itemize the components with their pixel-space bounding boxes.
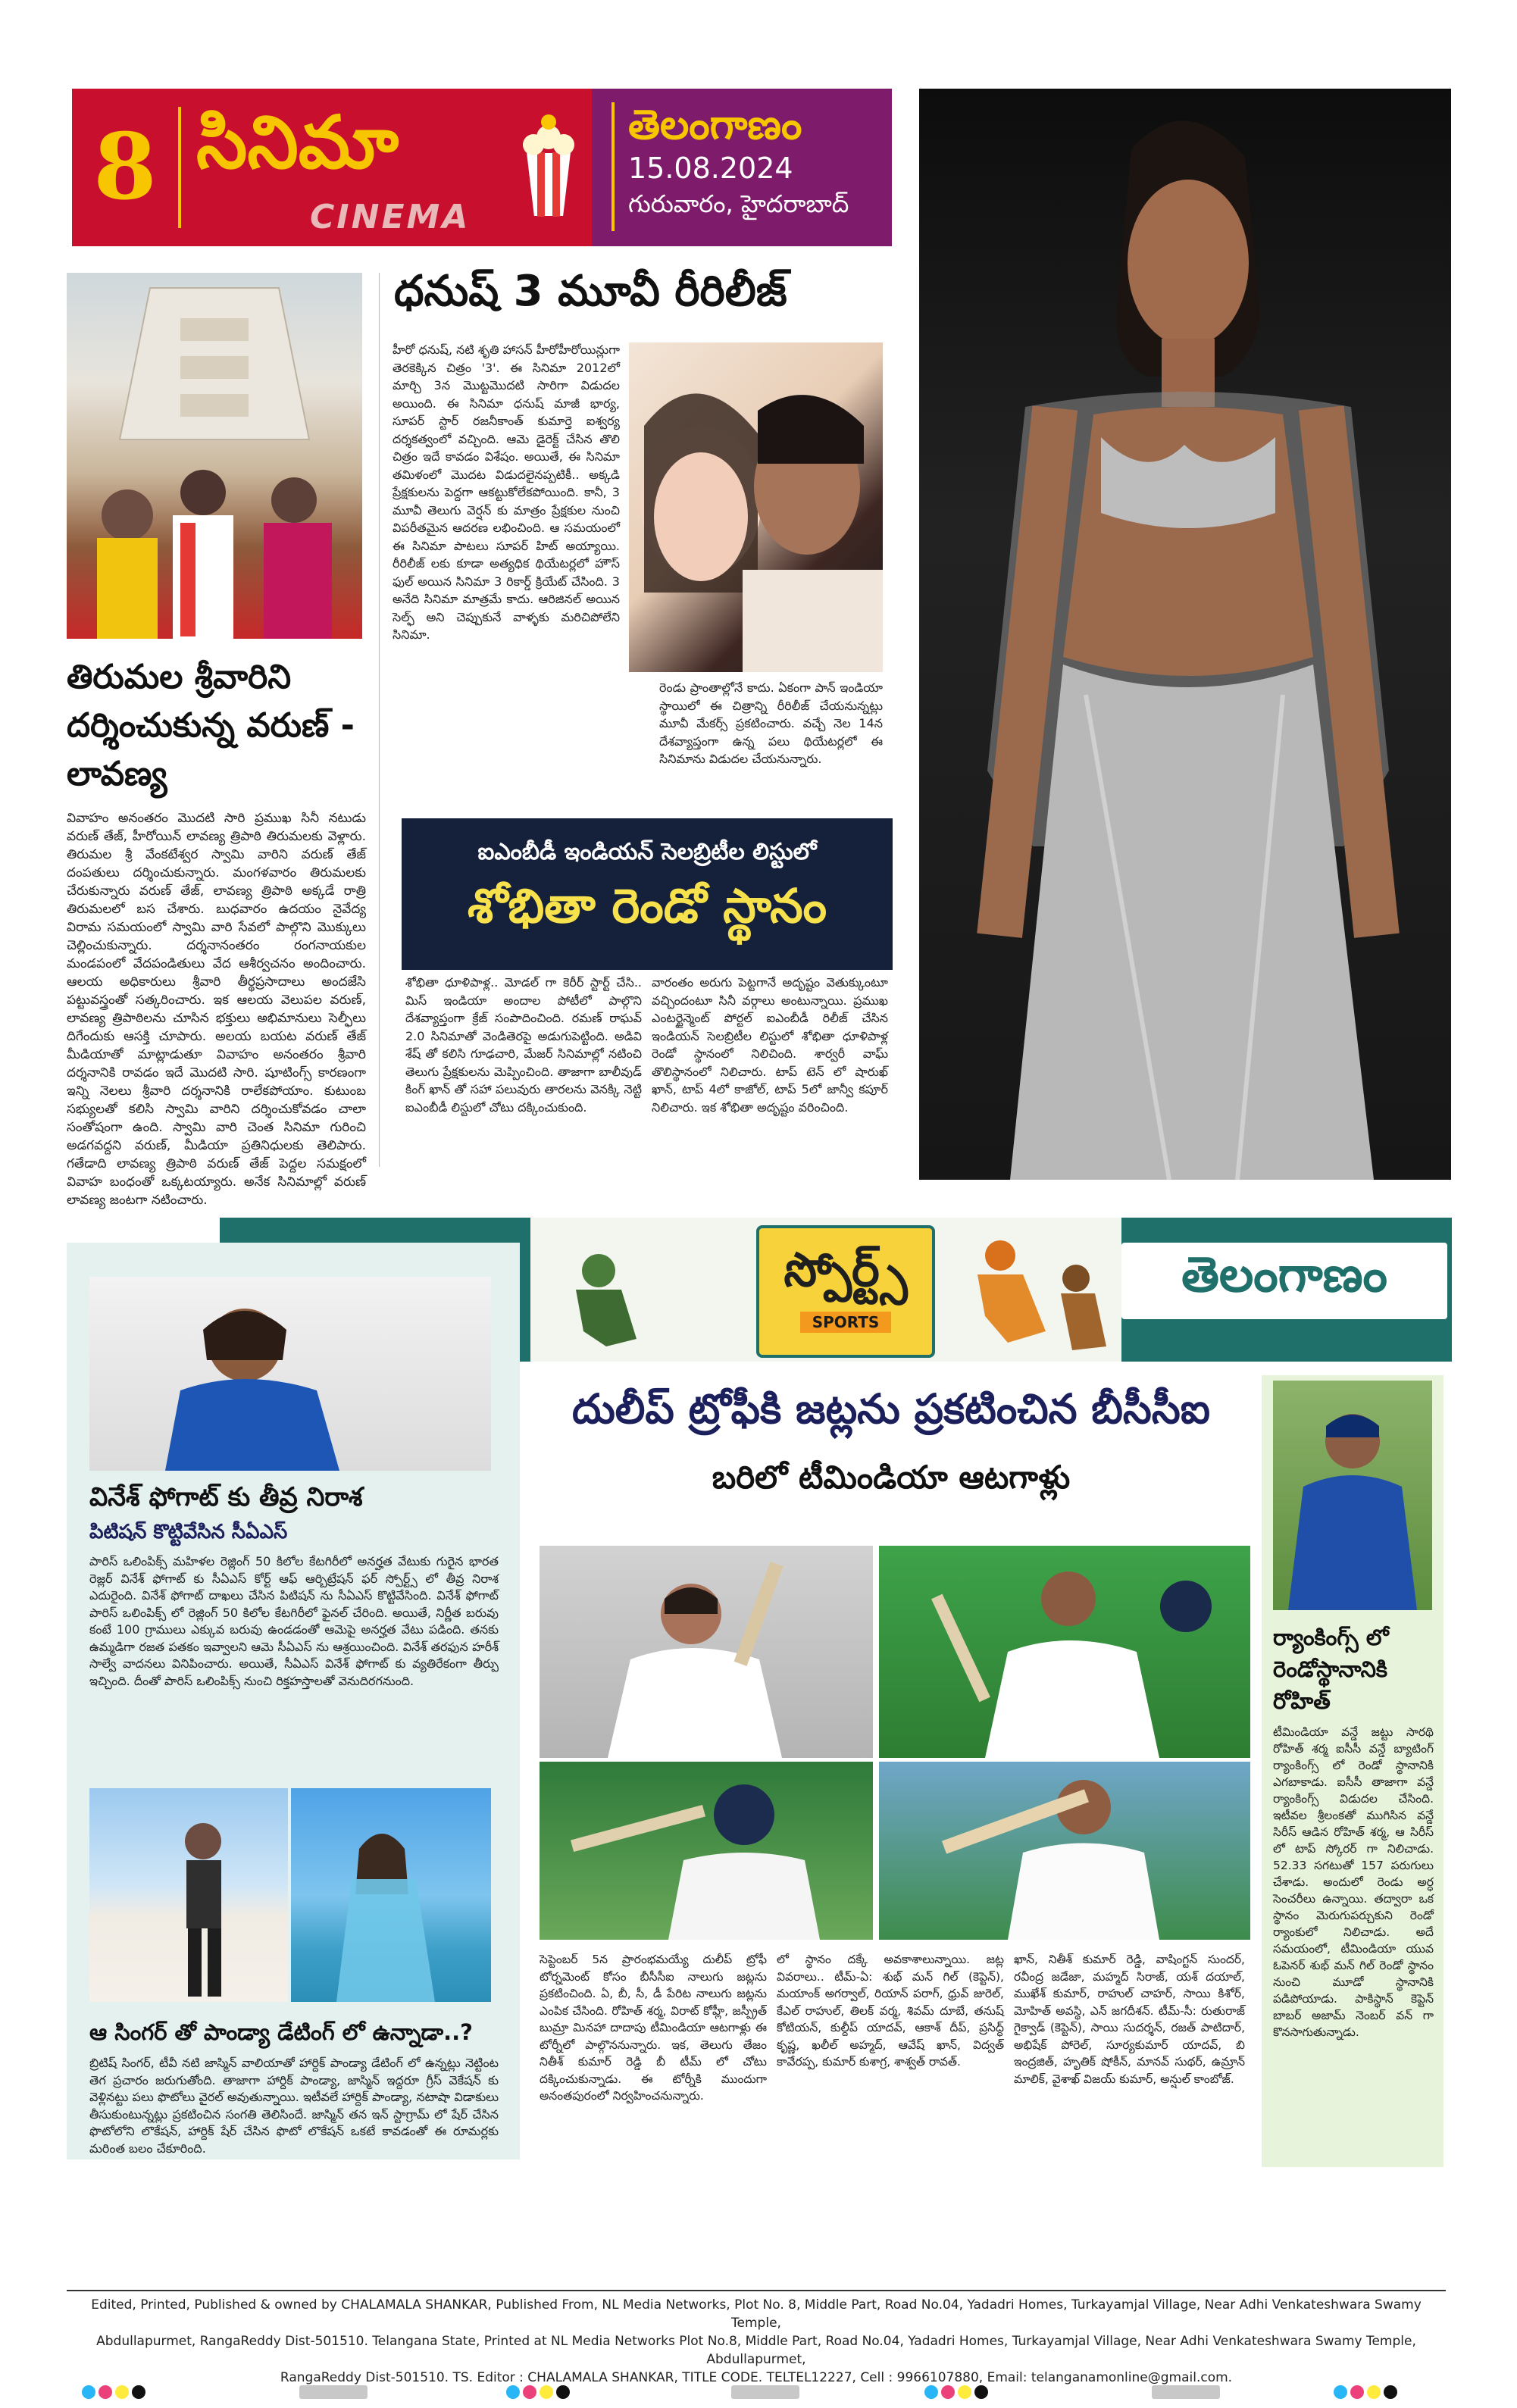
sobhita-banner-line2: శోభితా రెండో స్థానం (467, 878, 827, 933)
vinesh-photo (89, 1277, 491, 1471)
hardik-photo-left (89, 1788, 288, 2002)
easwaran-photo (879, 1762, 1250, 1940)
popcorn-icon (515, 111, 583, 224)
footer-line-2: Abdullapurmet, RangaReddy Dist-501510. Telangana State, Printed at NL Media Networks Plot No.8, Middle Part, Road No.04, Yadadri Homes, Turkayamjal Village, Near Adhi Venkateshwara Swamy Temple, Abdullapurmet, (96, 2334, 1416, 2367)
registration-grey-2 (731, 2385, 799, 2399)
vinesh-headline: వినేశ్ ఫోగాట్ కు తీవ్ర నిరాశ (89, 1482, 363, 1512)
jasmin-photo-right (291, 1788, 491, 2002)
section-subtitle: CINEMA (310, 198, 471, 236)
duleep-body-col1: సెప్టెంబర్ 5న ప్రారంభమయ్యే దులీప్ ట్రోఫీ టోర్నమెంట్ కోసం బీసీసీఐ నాలుగు జట్లను ప్రకటించింది. ఏ, బీ, సీ, డీ పేరిట నాలుగు జట్లను ఎంపిక చేసింది. రోహిత్ శర్మ, విరాట్ కోహ్లీ, జస్ప్రీత్ బుమ్రా మినహా దాదాపు టీమిండియా ఆటగాళ్లు ఈ టోర్నీలో పాల్గొననున్నారు. ఇక, తెలుగు తేజం నితీశ్ కుమార్ రెడ్డి బీ టీమ్ లో చోటు దక్కించుకున్నాడు. ఈ టోర్నీకి ముందుగా అనంతపురంలో నిర్వహించనున్నారు. (540, 1953, 767, 2103)
sobhita-body-left: శోభితా ధూళిపాళ్ల.. మోడల్ గా కెరీర్ స్టార్ట్ చేసి.. మిస్ ఇండియా అందాల పోటీలో పాల్గొని దేశవ్యాప్తంగా క్రేజ్ సంపాదించింది. రమణ్ రాఘవ్ 2.0 సినిమాతో వెండితెరపై అడుగుపెట్టింది. అడివి శేష్ తో కలిసి గూఢచారి, మేజర్ సినిమాల్లో నటించి తెలుగు ప్రేక్షకులను మెప్పించింది. తాజాగా బాలీవుడ్ కింగ్ ఖాన్ తో సహా పలువురు తారలను వెనక్కి నెట్టి ఐఎంబీడీ లిస్టులో చోటు దక్కించుకుంది. (405, 975, 642, 1115)
footer-divider (67, 2290, 1446, 2291)
dhanush-headline: ధనుష్ 3 మూవీ రీరిలీజ్ (394, 267, 787, 316)
column-divider (379, 273, 380, 1167)
issue-date: 15.08.2024 (628, 152, 793, 186)
sports-tag: SPORTS (800, 1312, 892, 1333)
gill-photo (540, 1546, 873, 1758)
footer-line-1: Edited, Printed, Published & owned by CHALAMALA SHANKAR, Published From, NL Media Networks, Plot No. 8, Middle Part, Road No.04, Yadadri Homes, Turkayamjal Village, Near Adhi Venkateshwara Swamy Temple, (91, 2297, 1422, 2331)
footer-line-3: RangaReddy Dist-501510. TS. Editor : CHALAMALA SHANKAR, TITLE CODE. TELTEL12227, Cell : 9966107880, Email: telanganamonline@gmail.com. (280, 2370, 1233, 2385)
sobhita-banner-line1: ఐఎంబీడీ ఇండియన్ సెలబ్రిటీల లిస్టులో (477, 839, 817, 865)
registration-marks-2 (506, 2385, 570, 2400)
shreyas-photo (540, 1762, 873, 1940)
dhanush-shruti-photo (629, 342, 883, 672)
duleep-body-col2: లో స్థానం దక్కే అవకాశాలున్నాయి. జట్ల వివరాలు.. టీమ్-ఏ: శుభ్ మన్ గిల్ (కెప్టెన్), మయాంక్ అగర్వాల్, రియాన్ పరాగ్, ధ్రువ్ జురెల్, కేఎల్ రాహుల్, తిలక్ వర్మ, శివమ్ దూబే, తనుష్ కోటియన్, కుల్దీప్ యాదవ్, ఆకాశ్ దీప్, ప్రసిద్ధ్ కృష్ణ, ఖలీల్ అహ్మద్, ఆవేష్ ఖాన్, విద్వత్ కావేరప్ప, కుమార్ కుశాగ్ర, శాశ్వత్ రావత్. (777, 1953, 1004, 2069)
hardik-body: బ్రిటిష్ సింగర్, టీవీ నటి జాస్మిన్ వాలియాతో హార్దిక్ పాండ్యా డేటింగ్ లో ఉన్నట్లు నెట్టింట తెగ ప్రచారం జరుగుతోంది. తాజాగా హార్దిక్ పాండ్యా, జాస్మిన్ ఇద్దరూ గ్రీస్ వెకేషన్ కు వెళ్లినట్టు పలు ఫొటోలు వైరల్ అవుతున్నాయి. ఇటీవలే హార్దిక్ పాండ్యా, నటాషా విడాకులు తీసుకుంటున్నట్లు ప్రకటించిన సంగతి తెలిసిందే. జాస్మిన్ తన ఇన్ స్టాగ్రామ్ లో షేర్ చేసిన ఫొటోలోని లొకేషన్, హార్దిక్ షేర్ చేసిన ఫొటో లొకేషన్ ఒకటే కావడంతో ఈ రూమర్లకు మరింత బలం చేకూరింది. (89, 2056, 499, 2156)
masthead-logo: తెలంగాణం (628, 101, 802, 149)
dhanush-body-left: హీరో ధనుష్, నటి శృతి హాసన్ హీరోహీరోయిన్లుగా తెరకెక్కిన చిత్రం '3'. ఈ సినిమా 2012లో మార్చి 3న మొట్టమొదటి సారిగా విడుదల అయింది. ఈ సినిమా ధనుష్ మాజీ భార్య, సూపర్ స్టార్ రజనీకాంత్ కుమార్తె ఐశ్వర్య దర్శకత్వంలో వచ్చింది. ఆమె డైరెక్ట్ చేసిన తొలి చిత్రం ఇదే కావడం విశేషం. అయితే, ఈ సినిమా తమిళంలో మొదట విడుదలైనప్పటికీ.. అక్కడి ప్రేక్షకులను పెద్దగా ఆకట్టుకోలేకపోయింది. కానీ, 3 మూవీ తెలుగు వెర్షన్ కు మాత్రం ప్రేక్షకుల నుంచి విపరీతమైన ఆదరణ లభించింది. ఆ సమయంలో ఈ సినిమా పాటలు సూపర్ హిట్ అయ్యాయి. రీరిలీజ్ లకు కూడా అత్యధిక థియేటర్లలో హౌస్ ఫుల్ అయిన సినిమా 3 రికార్డ్ క్రియేట్ చేసింది. 3 అనేది సినిమా మాత్రమే కాదు. ఆరిజినల్ అయిన సెల్ఫ్ అని చెప్పుకునే వాళ్ళకు మరిచిపోలేని సినిమా. (393, 342, 620, 642)
sobhita-banner (402, 818, 893, 970)
vinesh-body: పారిస్ ఒలింపిక్స్ మహిళల రెజ్లింగ్ 50 కిలోల కేటగిరీలో అనర్హత వేటుకు గురైన భారత రెజ్లర్ వినేశ్ ఫోగాట్ కు సీఏఎస్ కోర్ట్ ఆఫ్ ఆర్బిట్రేషన్ ఫర్ స్పోర్ట్స్ లో తీవ్ర నిరాశ ఎదురైంది. వినేశ్ ఫోగాట్ దాఖలు చేసిన పిటిషన్ ను సీఏఎస్ కొట్టివేసింది. వినేశ్ ఫోగాట్ పారిస్ ఒలింపిక్స్ లో రెజ్లింగ్ 50 కిలోల కేటగిరీలో ఫైనల్ చేరింది. అయితే, నిర్ణీత బరువు కంటే 100 గ్రాములు ఎక్కువ బరువు ఉండడంతో ఆమెపై అనర్హత వేటు పడింది. తనకు ఉమ్మడిగా రజత పతకం ఇవ్వాలని ఆమె సీఏఎస్ ను ఆశ్రయించింది. వినేశ్ తరఫున హరీశ్ సాల్వే వాదనలు వినిపించారు. అయితే, సీఏఎస్ వినేశ్ ఫోగాట్ కు వ్యతిరేకంగా తీర్పు ఇచ్చింది. దీంతో పారిస్ ఒలింపిక్స్ నుంచి రిక్తహస్తాలతో వెనుదిరగనుంది. (89, 1554, 499, 1688)
registration-marks-3 (924, 2385, 988, 2400)
sports-title: స్పోర్ట్స్ (784, 1242, 908, 1297)
cinema-header (72, 89, 892, 246)
dhanush-body-right: రెండు ప్రాంతాల్లోనే కాదు. ఏకంగా పాన్ ఇండియా స్థాయిలో ఈ చిత్రాన్ని రీరిలీజ్ చేయనున్నట్లు మూవీ మేకర్స్ ప్రకటించారు. వచ్చే నెల 14న దేశవ్యాప్తంగా ఉన్న పలు థియేటర్లలో ఈ సినిమాను విడుదల చేయనున్నారు. (659, 680, 883, 766)
sports-masthead: తెలంగాణం (1121, 1243, 1447, 1319)
rohit-photo (1273, 1381, 1432, 1610)
registration-grey-1 (299, 2385, 368, 2399)
varun-lavanya-photo (67, 273, 362, 639)
footer-imprint (67, 2296, 1446, 2387)
duleep-headline: దులీప్ ట్రోఫీకి జట్లను ప్రకటించిన బీసీసీఐ (572, 1385, 1210, 1433)
sports-title-box (756, 1225, 935, 1358)
vinesh-subheadline: పిటిషన్ కొట్టివేసిన సీఏఎస్ (89, 1521, 288, 1543)
varun-body: వివాహం అనంతరం మొదటి సారి ప్రముఖ సినీ నటుడు వరుణ్ తేజ్, హీరోయిన్ లావణ్య త్రిపాఠి తిరుమలకు వెళ్లారు. తిరుమల శ్రీ వేంకటేశ్వర స్వామి వారిని వరుణ్ తేజ్ దంపతులు దర్శించుకున్నారు. మంగళవారం తిరుమలకు చేరుకున్నారు వరుణ్ తేజ్, లావణ్య త్రిపాఠి అక్కడే రాత్రి తిరుమలలో బస చేశారు. బుధవారం ఉదయం నైవేద్య విరామ సమయంలో స్వామి వారి సేవలో పాల్గొని మొక్కులు చెల్లించుకున్నారు. దర్శనానంతరం రంగనాయకుల మండపంలో వేదపండితులు వేద ఆశీర్వచనం అందించారు. ఆలయ అధికారులు శ్రీవారి తీర్థప్రసాదాలు అందజేసి పట్టువస్త్రంతో సత్కరించారు. ఇక ఆలయ వెలుపల వరుణ్, లావణ్య త్రిపాఠిలను చూసిన భక్తులు అభిమానులు సెల్ఫీలు దిగేందుకు ఆసక్తి చూపారు. అలయ బయట వరుణ్ తేజ్ మీడియాతో మాట్లాడుతూ వివాహం అనంతరం శ్రీవారి దర్శనానికి రావడం ఇదే మొదటి సారి. షూటింగ్స్ కారణంగా ఇన్ని నెలలు శ్రీవారి దర్శనానికి రాలేకపోయాం. కుటుంబ సభ్యులతో కలిసి స్వామి వారిని దర్శించుకోవడం చాలా సంతోషంగా ఉంది. స్వామి వారి చెంత సినిమా గురించి అడగవద్దని వరుణ్, మీడియా ప్రతినిధులకు తెలిపారు. గతేడాది లావణ్య త్రిపాఠి వరుణ్ తేజ్ పెద్దల సమక్షంలో వివాహ బంధంతో ఒక్కటయ్యారు. అనేక సినిమాల్లో వరుణ్ లావణ్య జంటగా నటించారు. (67, 811, 366, 1208)
varun-headline: తిరుమల శ్రీవారిని దర్శించుకున్న వరుణ్ - లావణ్య (67, 658, 355, 793)
page-number: 8 (93, 114, 157, 220)
registration-marks-4 (1334, 2385, 1397, 2400)
issue-day-city: గురువారం, హైదరాబాద్ (628, 189, 849, 219)
registration-grey-3 (1152, 2385, 1220, 2399)
rohit-body: టీమిండియా వన్డే జట్టు సారథి రోహిత్ శర్మ ఐసీసీ వన్డే బ్యాటింగ్ ర్యాంకింగ్స్ లో రెండో స్థానానికి ఎగబాకాడు. ఐసీసీ తాజాగా వన్డే ర్యాంకింగ్స్ విడుదల చేసింది. ఇటీవల శ్రీలంకతో ముగిసిన వన్డే సిరీస్ ఆడిన రోహిత్ శర్మ, ఆ సిరీస్ లో టాప్ స్కోరర్ గా నిలిచాడు. 52.33 సగటుతో 157 పరుగులు చేశాడు. అందులో రెండు అర్ధ సెంచరీలు ఉన్నాయి. తద్వారా ఒక స్థానం మెరుగుపర్చుకుని రెండో ర్యాంకులో నిలిచాడు. అదే సమయంలో, టీమిండియా యువ ఓపెనర్ శుభ్ మన్ గిల్ రెండో స్థానం నుంచి మూడో స్థానానికి పడిపోయాడు. పాకిస్థాన్ కెప్టెన్ బాబర్ అజామ్ నెంబర్ వన్ గా కొనసాగుతున్నాడు. (1273, 1725, 1434, 2039)
hardik-headline: ఆ సింగర్ తో పాండ్యా డేటింగ్ లో ఉన్నాడా..? (89, 2019, 473, 2045)
sobhita-body-right: వారంతం అరుగు పెట్టగానే అదృష్టం వెతుక్కుంటూ వచ్చిందంటూ సినీ వర్గాలు అంటున్నాయి. ప్రముఖ ఎంటర్టైన్మెంట్ పోర్టల్ ఐఎంబీడీ రిలీజ్ చేసిన ఇండియన్ సెలబ్రిటీల లిస్టులో శోభితా ధూళిపాళ్ల రెండో స్థానంలో నిలిచింది. శార్వరీ వాఘ్ తొలిస్థానంలో నిలిచారు. టాప్ టెన్ లో షారుఖ్ ఖాన్, టాప్ 4లో కాజోల్, టాప్ 5లో జాన్వీ కపూర్ నిలిచారు. ఇక శోభితా అదృష్టం వరించింది. (652, 975, 888, 1115)
ruturaj-photo (879, 1546, 1250, 1758)
section-title: సినిమా (196, 100, 399, 185)
duleep-subheadline: బరిలో టీమిండియా ఆటగాళ్లు (712, 1459, 1071, 1496)
duleep-body-col3: ఖాన్, నితీశ్ కుమార్ రెడ్డి, వాషింగ్టన్ సుందర్, రవీంద్ర జడేజా, మహ్మద్ సిరాజ్, యశ్ దయాల్, ముఖేశ్ కుమార్, రాహుల్ చాహర్, సాయి కిశోర్, మోహిత్ అవస్థి, ఎన్ జగదీశన్. టీమ్-సీ: రుతురాజ్ గైక్వాడ్ (కెప్టెన్), సాయి సుదర్శన్, రజత్ పాటిదార్, అభిషేక్ పోరెల్, సూర్యకుమార్ యాదవ్, బి ఇంద్రజిత్, హృతిక్ షోకీన్, మానవ్ సుథర్, ఉమ్రాన్ మాలిక్, వైశాఖ్ విజయ్ కుమార్, అన్షుల్ కాంబోజ్. (1014, 1953, 1245, 2086)
rohit-headline: ర్యాంకింగ్స్ లో రెండోస్థానానికి రోహిత్ (1273, 1625, 1389, 1714)
sobhita-runway-photo (919, 89, 1451, 1180)
registration-marks-1 (82, 2385, 145, 2400)
